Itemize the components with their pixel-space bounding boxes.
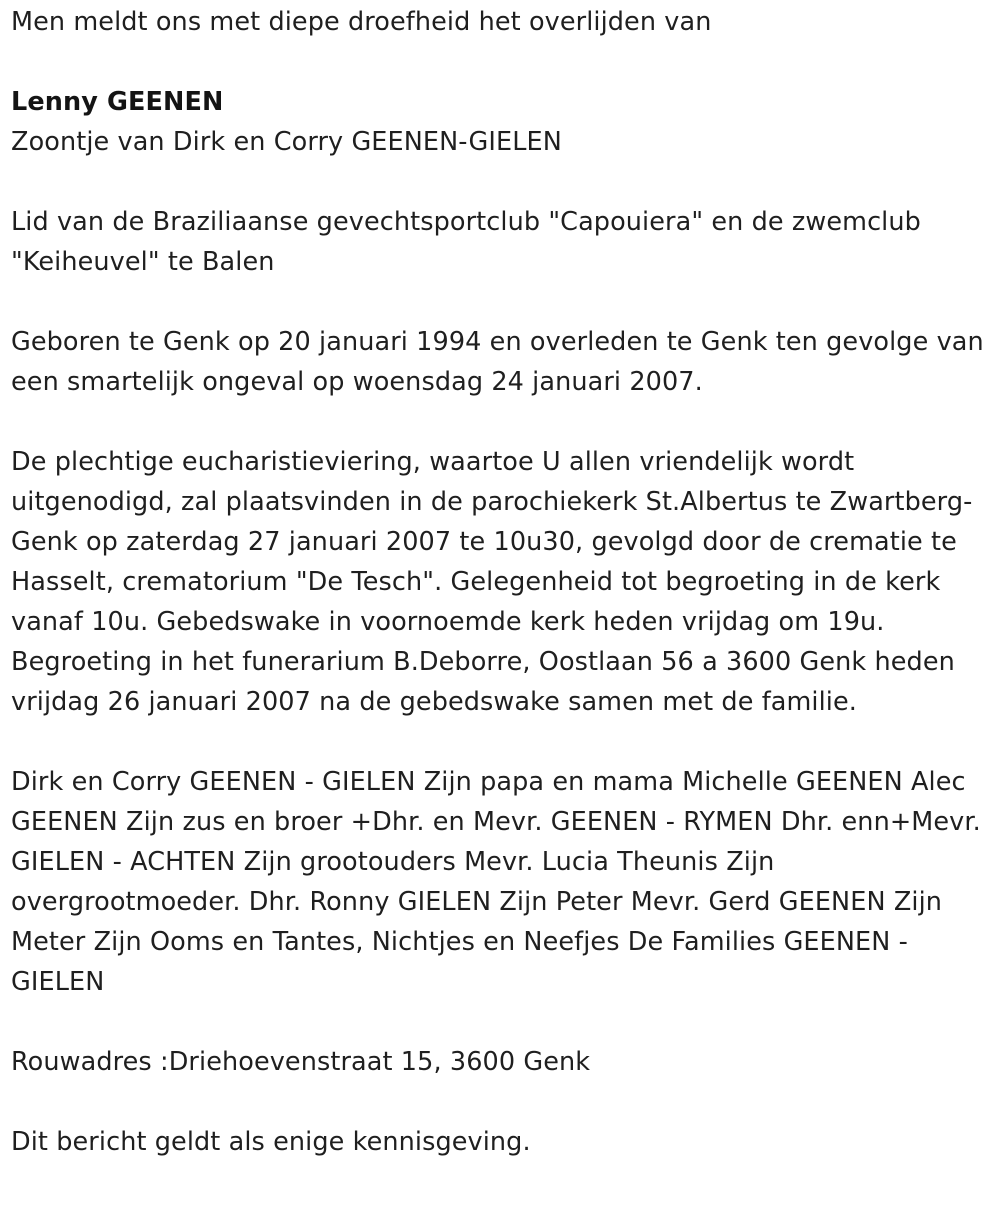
spacer	[11, 402, 986, 442]
birth-death-paragraph: Geboren te Genk op 20 januari 1994 en overleden te Genk ten gevolge van een smartelijk ongeval op woensdag 24 januari 2007.	[11, 327, 984, 397]
ceremony-paragraph: De plechtige eucharistieviering, waartoe U allen vriendelijk wordt uitgenodigd, zal plaatsvinden in de parochiekerk St.Albertus te Zwartberg-Genk op zaterdag 27 januari 2007 te 10u30, gevolgd door de crematie te Hasselt, crematorium "De Tesch". Gelegenheid tot begroeting in de kerk vanaf 10u. Gebedswake in voornoemde kerk heden vrijdag om 19u. Begroeting in het funerarium B.Deborre, Oostlaan 56 a 3600 Genk heden vrijdag 26 januari 2007 na de gebedswake samen met de familie.	[11, 447, 973, 717]
spacer	[11, 162, 986, 202]
closing-line: Dit bericht geldt als enige kennisgeving.	[11, 1127, 531, 1157]
intro-line: Men meldt ons met diepe droefheid het overlijden van	[11, 7, 712, 37]
spacer	[11, 722, 986, 762]
spacer	[11, 1002, 986, 1042]
deceased-name: Lenny GEENEN	[11, 87, 224, 117]
membership-paragraph: Lid van de Braziliaanse gevechtsportclub "Capouiera" en de zwemclub "Keiheuvel" te Balen	[11, 207, 921, 277]
spacer	[11, 282, 986, 322]
parents-line: Zoontje van Dirk en Corry GEENEN-GIELEN	[11, 127, 562, 157]
obituary-notice	[11, 2, 986, 1162]
spacer	[11, 1082, 986, 1122]
spacer	[11, 42, 986, 82]
family-paragraph: Dirk en Corry GEENEN - GIELEN Zijn papa en mama Michelle GEENEN Alec GEENEN Zijn zus en broer +Dhr. en Mevr. GEENEN - RYMEN Dhr. enn+Mevr. GIELEN - ACHTEN Zijn grootouders Mevr. Lucia Theunis Zijn overgrootmoeder. Dhr. Ronny GIELEN Zijn Peter Mevr. Gerd GEENEN Zijn Meter Zijn Ooms en Tantes, Nichtjes en Neefjes De Families GEENEN - GIELEN	[11, 767, 981, 997]
mourning-address: Rouwadres :Driehoevenstraat 15, 3600 Genk	[11, 1047, 591, 1077]
